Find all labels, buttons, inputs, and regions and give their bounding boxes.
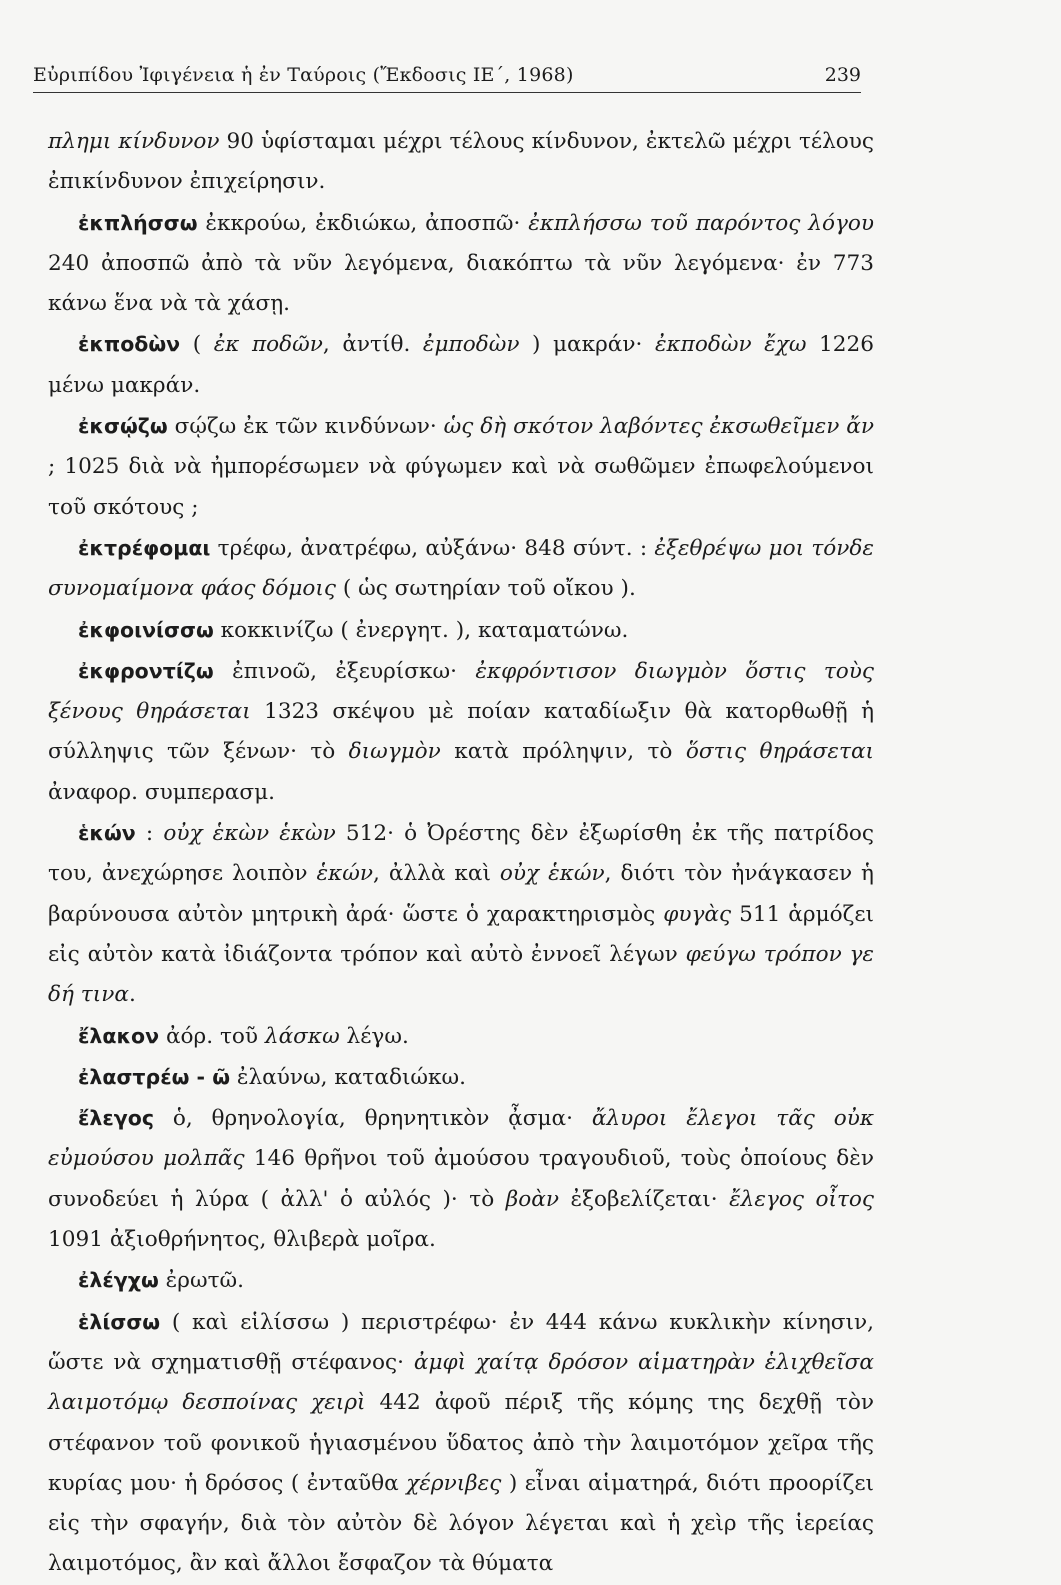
entry-text: ) μακράν·: [519, 332, 655, 358]
greek-quotation: ἐκφρόντισον διωγμὸν ὅστις τοὺς ξένους θηράσεται: [48, 658, 874, 725]
entry-headword: ἔλεγος: [78, 1106, 154, 1131]
entry-text: 442 ἀφοῦ πέριξ τῆς κόμης της δεχθῇ τὸν στέφανον τοῦ φονικοῦ ἡγιασμένου ὕδατος ἀπὸ τὴν λαιμοτόμον χεῖρα τῆς κυρίας μου· ἡ δρόσος ( ἐνταῦθα: [48, 1390, 874, 1496]
entry-text: σῴζω ἐκ τῶν κινδύνων·: [167, 414, 444, 440]
entry-text: ) εἶναι αἱματηρά, διότι προορίζει εἰς τὴν σφαγήν, διὰ τὸν αὐτὸν δὲ λόγον λέγεται καὶ ἡ χεὶρ τῆς ἱερείας λαιμοτόμος, ἂν καὶ ἄλλοι ἔσφαζον τὰ θύματα: [48, 1470, 874, 1577]
entry-text: ἐρωτῶ.: [158, 1268, 244, 1294]
greek-quotation: χέρνιβες: [406, 1470, 502, 1496]
entry-text: 512· ὁ Ὀρέστης δὲν ἐξωρίσθη ἐκ τῆς πατρίδος του, ἀνεχώρησε λοιπὸν: [48, 821, 874, 887]
entry-text: 511 ἁρμόζει εἰς αὐτὸν κατὰ ἰδιάζοντα τρόπον καὶ αὐτὸ ἐννοεῖ λέγων: [48, 901, 874, 967]
entry-text: 1091 ἀξιοθρήνητος, θλιβερὰ μοῖρα.: [48, 1227, 436, 1253]
dictionary-entry: [48, 1057, 874, 1098]
header-title: Εὐριπίδου Ἰφιγένεια ἡ ἐν Ταύροις (Ἔκδοσις ΙΕ΄, 1968): [33, 64, 574, 86]
dictionary-entry: [48, 610, 874, 651]
entry-headword: ἐκπλήσσω: [78, 210, 198, 235]
dictionary-entry: [48, 1302, 874, 1585]
entry-text: ( καὶ εἱλίσσω ) περιστρέφω· ἐν 444 κάνω κυκλικὴν κίνησιν, ὥστε νὰ σχηματισθῇ στέφανος·: [48, 1309, 874, 1375]
entry-headword: ἐλαστρέω - ῶ: [78, 1064, 231, 1089]
greek-quotation: ἐξεθρέψω μοι τόνδε συνομαίμονα φάος δόμοις: [48, 535, 874, 602]
greek-quotation: πλημι κίνδυνον: [48, 129, 220, 154]
dictionary-entry: [48, 1260, 874, 1301]
greek-quotation: ἀμφὶ χαίτᾳ δρόσον αἱματηρὰν ἑλιχθεῖσα λαιμοτόμῳ δεσποίνας χειρὶ: [48, 1349, 874, 1416]
entry-text: ὁ, θρηνολογία, θρηνητικὸν ᾆσμα·: [154, 1106, 592, 1132]
entry-headword: ἐκποδὼν: [78, 332, 181, 357]
dictionary-body: [48, 122, 874, 1585]
entry-text: ἀόρ. τοῦ: [159, 1023, 265, 1049]
dictionary-entry: [48, 406, 874, 528]
dictionary-entry: [48, 1098, 874, 1260]
greek-quotation: φεύγω τρόπον γε δή τινα: [48, 941, 875, 1008]
entry-text: κατὰ πρόληψιν, τὸ: [440, 739, 686, 765]
greek-quotation: βοὰν: [505, 1186, 559, 1212]
greek-quotation: ἄλυροι ἔλεγοι τᾶς οὐκ εὐμούσου μολπᾶς: [48, 1106, 874, 1172]
entry-text: κοκκινίζω ( ἐνεργητ. ), καταματώνω.: [213, 617, 629, 643]
entry-text: ἀναφορ. συμπερασμ.: [48, 779, 276, 805]
entry-headword: ἔλακον: [78, 1023, 160, 1048]
page-number: 239: [824, 64, 861, 86]
entry-headword: ἑκών: [78, 821, 136, 846]
greek-quotation: ἐκπλήσσω τοῦ παρόντος λόγου: [528, 210, 874, 236]
greek-quotation: ἔλεγος οἶτος: [729, 1186, 874, 1212]
entry-headword: ἐκσῴζω: [78, 414, 168, 439]
entry-text: 146 θρῆνοι τοῦ ἀμούσου τραγουδιοῦ, τοὺς ὁποίους δὲν συνοδεύει ἡ λύρα ( ἀλλ' ὁ αὐλός )· τὸ: [48, 1146, 874, 1212]
entry-text: 1226 μένω μακράν.: [48, 332, 874, 398]
entry-text: ἐκκρούω, ἐκδιώκω, ἀποσπῶ·: [197, 210, 529, 236]
greek-quotation: ἑκών: [316, 861, 374, 887]
entry-text: ἐπινοῶ, ἐξευρίσκω·: [213, 658, 476, 684]
entry-text: , ἀλλὰ καὶ: [373, 861, 500, 887]
entry-text: ( ὡς σωτηρίαν τοῦ οἴκου ).: [335, 576, 636, 602]
entry-text: ; 1025 διὰ νὰ ἠμπορέσωμεν νὰ φύγωμεν καὶ νὰ σωθῶμεν ἐπωφελούμενοι τοῦ σκότους ;: [48, 454, 874, 520]
dictionary-entry: [48, 122, 874, 203]
greek-quotation: φυγὰς: [663, 901, 732, 927]
greek-quotation: ἐκποδὼν ἔχω: [654, 332, 807, 358]
entry-headword: ἐκφροντίζω: [78, 658, 214, 683]
entry-text: ἐξοβελίζεται·: [558, 1186, 730, 1212]
entry-text: :: [135, 821, 164, 847]
entry-text: (: [180, 332, 214, 358]
entry-text: 240 ἀποσπῶ ἀπὸ τὰ νῦν λεγόμενα, διακόπτω τὰ νῦν λεγόμενα· ἐν 773 κάνω ἕνα νὰ τὰ χάσῃ.: [48, 250, 874, 317]
greek-quotation: ἐκ ποδῶν: [213, 332, 323, 358]
dictionary-entry: [48, 1016, 874, 1057]
running-header: [33, 62, 861, 93]
entry-text: τρέφω, ἀνατρέφω, αὐξάνω· 848 σύντ. :: [210, 535, 655, 561]
dictionary-entry: [48, 528, 874, 610]
entry-text: 1323 σκέψου μὲ ποίαν καταδίωξιν θὰ κατορθωθῇ ἡ σύλληψις τῶν ξένων· τὸ: [48, 699, 875, 765]
entry-text: ἐλαύνω, καταδιώκω.: [230, 1064, 466, 1090]
greek-quotation: λάσκω: [264, 1023, 340, 1049]
greek-quotation: διωγμὸν: [348, 739, 441, 765]
entry-headword: ἑλίσσω: [78, 1309, 161, 1334]
dictionary-entry: [48, 813, 874, 1015]
greek-quotation: ἐμποδὼν: [422, 332, 520, 358]
entry-text: , διότι τὸν ἠνάγκασεν ἡ βαρύνουσα αὐτὸν μητρικὴ ἀρά· ὥστε ὁ χαρακτηρισμὸς: [48, 861, 874, 927]
entry-text: , ἀντίθ.: [322, 332, 423, 358]
entry-headword: ἐκφοινίσσω: [78, 617, 214, 642]
entry-headword: ἐκτρέφομαι: [78, 535, 211, 560]
dictionary-entry: [48, 203, 874, 325]
entry-text: 90 ὑφίσταμαι μέχρι τέλους κίνδυνον, ἐκτελῶ μέχρι τέλους ἐπικίνδυνον ἐπιχείρησιν.: [48, 129, 874, 195]
entry-headword: ἐλέγχω: [78, 1268, 159, 1293]
greek-quotation: οὐχ ἑκών: [499, 861, 605, 887]
entry-text: .: [128, 982, 136, 1008]
entry-text: λέγω.: [339, 1023, 409, 1049]
dictionary-entry: [48, 651, 874, 813]
greek-quotation: ὅστις θηράσεται: [685, 739, 874, 765]
dictionary-entry: [48, 324, 874, 406]
greek-quotation: ὡς δὴ σκότον λαβόντες ἐκσωθεῖμεν ἄν: [443, 414, 874, 440]
greek-quotation: οὐχ ἑκὼν ἑκὼν: [163, 821, 336, 847]
